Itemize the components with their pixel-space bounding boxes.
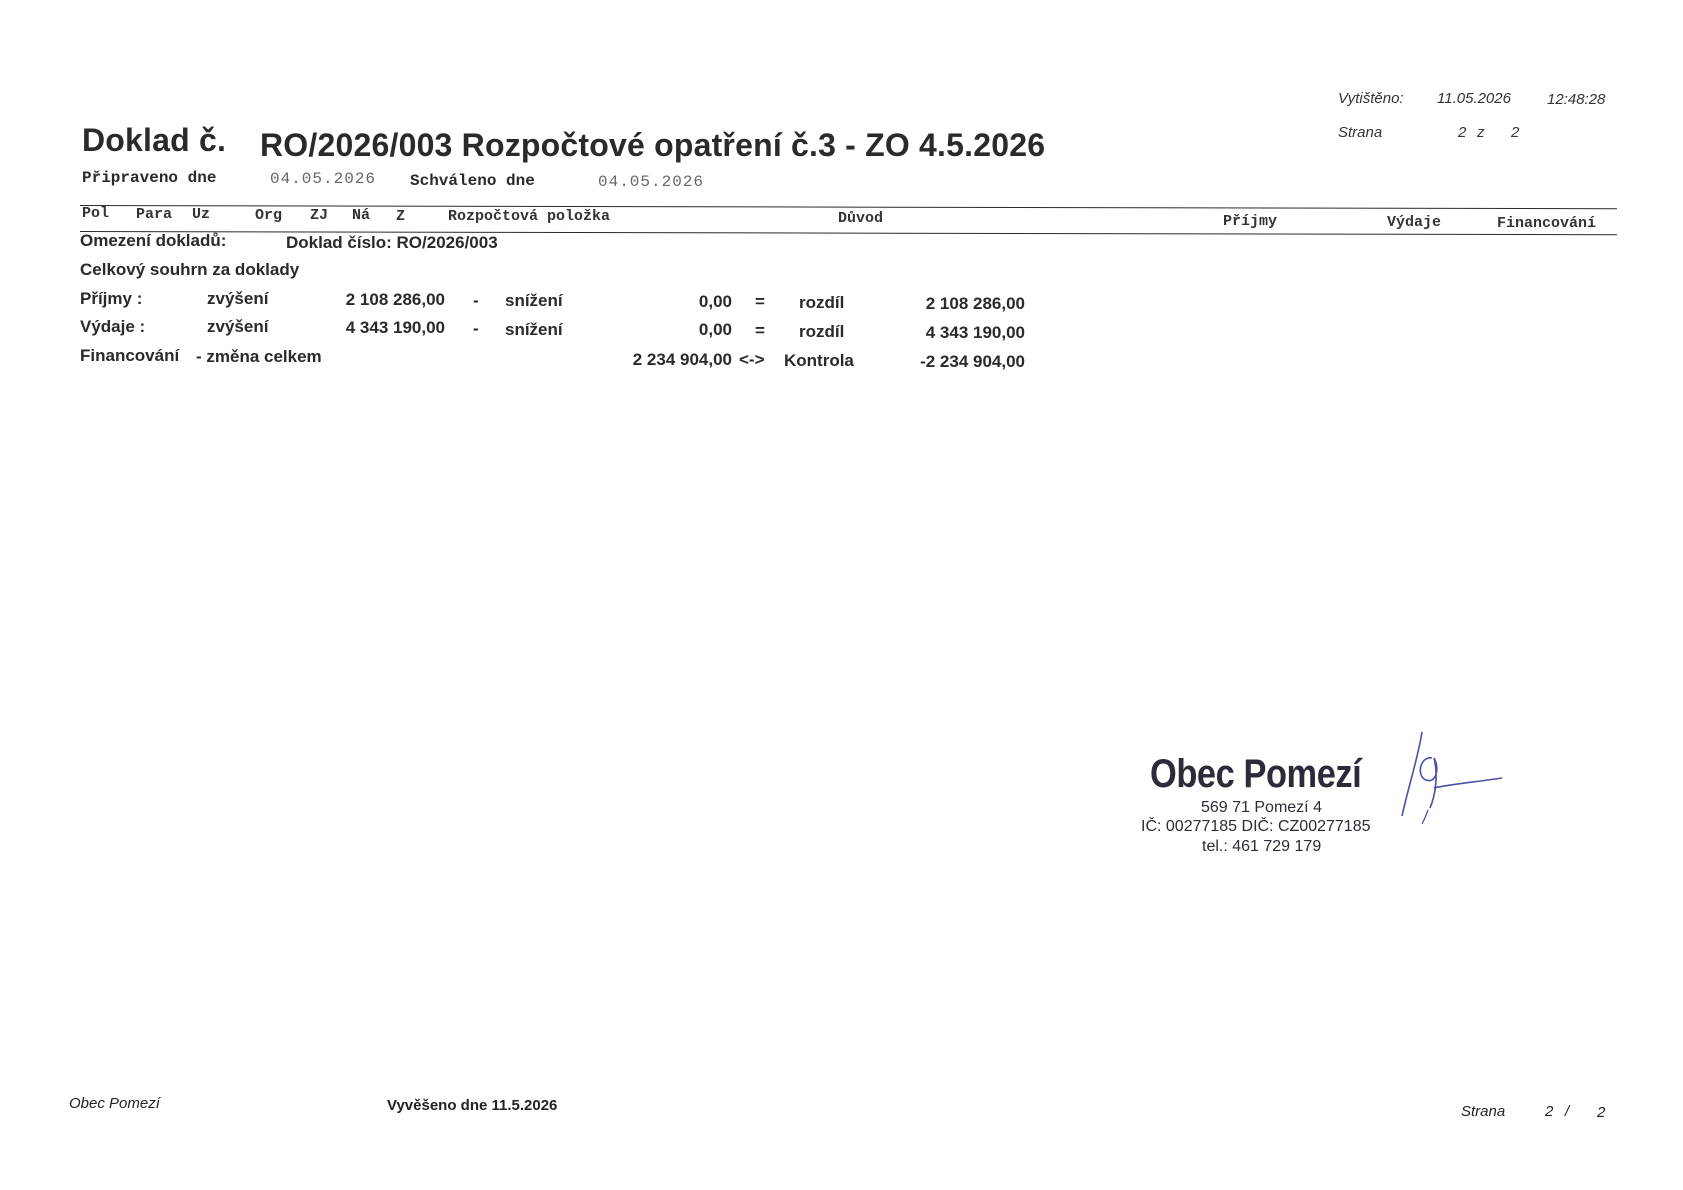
check-value: -2 234 904,00	[920, 352, 1025, 371]
expenses-decrease-value: 0,00	[698, 320, 732, 339]
page-sep: z	[1477, 124, 1485, 141]
expenses-decrease-label: snížení	[505, 320, 563, 339]
limit-label: Omezení dokladů:	[80, 231, 227, 250]
page-label: Strana	[1338, 124, 1383, 141]
financing-arrow: <->	[739, 350, 765, 369]
footer-org: Obec Pomezí	[69, 1095, 160, 1112]
col-org: Org	[255, 207, 283, 224]
col-z: Z	[396, 208, 406, 225]
financing-label: Financování	[80, 346, 180, 365]
printed-date: 11.05.2026	[1437, 90, 1511, 107]
printed-time: 12:48:28	[1547, 91, 1606, 108]
col-expenses: Výdaje	[1387, 214, 1442, 231]
expenses-increase-label: zvýšení	[207, 317, 269, 336]
stamp-phone: tel.: 461 729 179	[1202, 838, 1322, 855]
expenses-eq: =	[755, 321, 765, 340]
footer-page-current: 2	[1545, 1103, 1554, 1120]
prepared-label: Připraveno dne	[82, 169, 217, 187]
expenses-dash: -	[473, 319, 479, 338]
total-summary-label: Celkový souhrn za doklady	[80, 260, 300, 279]
col-uz: Uz	[192, 206, 211, 223]
signature-mark	[1390, 728, 1510, 828]
financing-sub-label: - změna celkem	[196, 347, 322, 366]
page-title: RO/2026/003 Rozpočtové opatření č.3 - ZO 4.5.2026	[260, 127, 1046, 163]
income-decrease-value: 0,00	[698, 292, 732, 311]
col-income: Příjmy	[1223, 213, 1278, 230]
col-reason: Důvod	[838, 210, 884, 227]
col-na: Ná	[352, 207, 371, 224]
income-increase-label: zvýšení	[207, 289, 269, 308]
page-current: 2	[1458, 124, 1467, 141]
income-diff-value: 2 108 286,00	[925, 294, 1025, 313]
expenses-diff-label: rozdíl	[799, 322, 845, 341]
approved-label: Schváleno dne	[410, 172, 535, 190]
expenses-diff-value: 4 343 190,00	[925, 323, 1025, 342]
income-label: Příjmy :	[80, 289, 143, 308]
approved-date: 04.05.2026	[598, 173, 705, 191]
footer-page-total: 2	[1597, 1104, 1606, 1121]
col-zj: ZJ	[310, 207, 329, 224]
expenses-increase-value: 4 343 190,00	[345, 318, 445, 337]
footer-page-sep: /	[1565, 1103, 1570, 1120]
expenses-label: Výdaje :	[80, 317, 146, 336]
office-stamp	[1150, 752, 1396, 797]
stamp-name: Obec Pomezí	[1150, 752, 1362, 796]
printed-label: Vytištěno:	[1338, 90, 1404, 107]
stamp-ids: IČ: 00277185 DIČ: CZ00277185	[1141, 818, 1371, 835]
income-dash: -	[473, 291, 479, 310]
col-financing: Financování	[1497, 215, 1597, 232]
prepared-date: 04.05.2026	[270, 170, 377, 188]
income-eq: =	[755, 292, 765, 311]
footer-page-label: Strana	[1461, 1103, 1506, 1120]
stamp-address: 569 71 Pomezí 4	[1201, 799, 1322, 816]
limit-value: Doklad číslo: RO/2026/003	[286, 233, 498, 252]
col-para: Para	[136, 206, 173, 223]
income-decrease-label: snížení	[505, 291, 563, 310]
title-prefix: Doklad č.	[82, 122, 227, 158]
income-increase-value: 2 108 286,00	[345, 290, 445, 309]
financing-value: 2 234 904,00	[632, 350, 732, 369]
col-pol: Pol	[82, 205, 110, 222]
page-total: 2	[1511, 124, 1520, 141]
income-diff-label: rozdíl	[799, 293, 845, 312]
col-budget-item: Rozpočtová položka	[448, 208, 611, 225]
check-label: Kontrola	[784, 351, 854, 370]
footer-posted: Vyvěšeno dne 11.5.2026	[387, 1097, 558, 1114]
